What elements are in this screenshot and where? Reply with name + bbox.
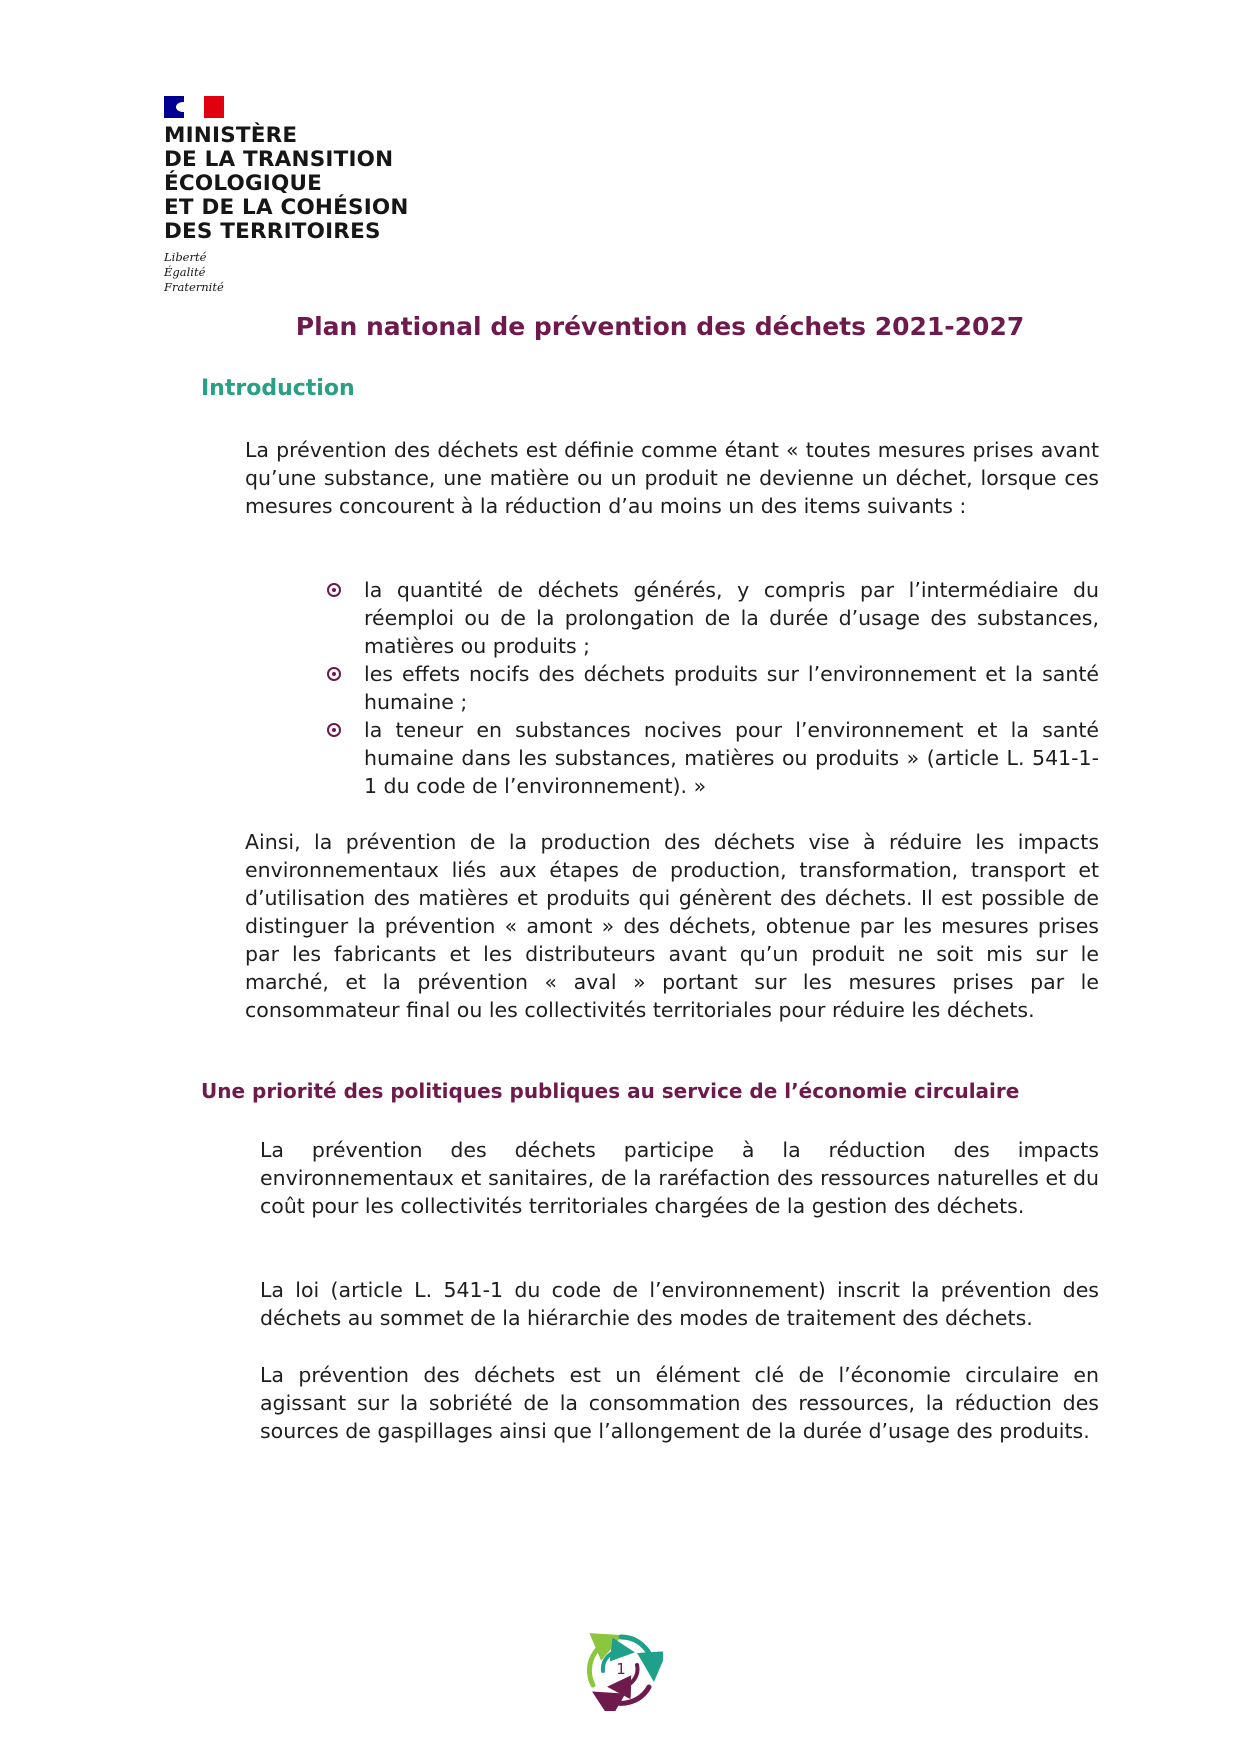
circled-dot-bullet-icon <box>327 583 341 597</box>
priority-paragraph: La prévention des déchets participe à la réduction des impacts environnementaux et sanitaires, de la raréfaction des ressources naturelles et du coût pour les collectivités territoriales chargées de la gestion des déchets. <box>260 1138 1099 1218</box>
priority-paragraph: La prévention des déchets est un élément clé de l’économie circulaire en agissant sur la sobriété de la consommation des ressources, la réduction des sources de gaspillages ainsi que l’allongement de la durée d’usage des produits. <box>260 1363 1099 1443</box>
ministry-logo <box>164 96 409 295</box>
list-item <box>325 576 1099 660</box>
definition-bullet-list <box>325 576 1099 800</box>
motto-line: Fraternité <box>164 280 224 294</box>
priority-paragraph: La loi (article L. 541-1 du code de l’environnement) inscrit la prévention des déchets au sommet de la hiérarchie des modes de traitement des déchets. <box>260 1278 1099 1330</box>
intro-paragraph-definition: La prévention des déchets est définie comme étant « toutes mesures prises avant qu’une substance, une matière ou un produit ne devienne un déchet, lorsque ces mesures concourent à la réduction d’au moins un des items suivants : <box>245 438 1099 518</box>
ministry-line: DE LA TRANSITION <box>164 147 394 172</box>
ministry-line: DES TERRITOIRES <box>164 219 381 244</box>
circled-dot-bullet-icon <box>327 667 341 681</box>
list-item <box>325 716 1099 800</box>
list-item-text: la teneur en substances nocives pour l’environnement et la santé humaine dans les substances, matières ou produits » (article L. 541-1-1 du code de l’environnement). » <box>364 718 1099 798</box>
motto-line: Liberté <box>164 250 207 264</box>
ministry-line: ÉCOLOGIQUE <box>164 171 323 196</box>
motto-line: Égalité <box>164 265 206 279</box>
circled-dot-bullet-icon <box>327 723 341 737</box>
ministry-name <box>164 124 409 244</box>
list-item-text: les effets nocifs des déchets produits sur l’environnement et la santé humaine ; <box>364 662 1099 714</box>
section-heading-introduction: Introduction <box>201 376 355 401</box>
intro-paragraph-ainsi: Ainsi, la prévention de la production des déchets vise à réduire les impacts environnementaux liés aux étapes de production, transformation, transport et d’utilisation des matières et produits qui génèrent des déchets. Il est possible de distinguer la prévention « amont » des déchets, obtenue par les mesures prises par les fabricants et les distributeurs avant qu’un produit ne soit mis sur le marché, et la prévention « aval » portant sur les mesures prises par le consommateur final ou les collectivités territoriales pour réduire les déchets. <box>245 830 1099 1022</box>
list-item-text: la quantité de déchets générés, y compris par l’intermédiaire du réemploi ou de la prolongation de la durée d’usage des substances, matières ou produits ; <box>364 578 1099 658</box>
republic-motto <box>164 250 409 295</box>
document-title: Plan national de prévention des déchets 2021-2027 <box>295 312 1025 341</box>
page-number: 1 <box>616 1660 626 1678</box>
list-item <box>325 660 1099 716</box>
ministry-line: ET DE LA COHÉSION <box>164 195 409 220</box>
marianne-flag-icon <box>164 96 224 118</box>
section-heading-priority: Une priorité des politiques publiques au service de l’économie circulaire <box>201 1079 1020 1103</box>
ministry-line: MINISTÈRE <box>164 123 298 148</box>
